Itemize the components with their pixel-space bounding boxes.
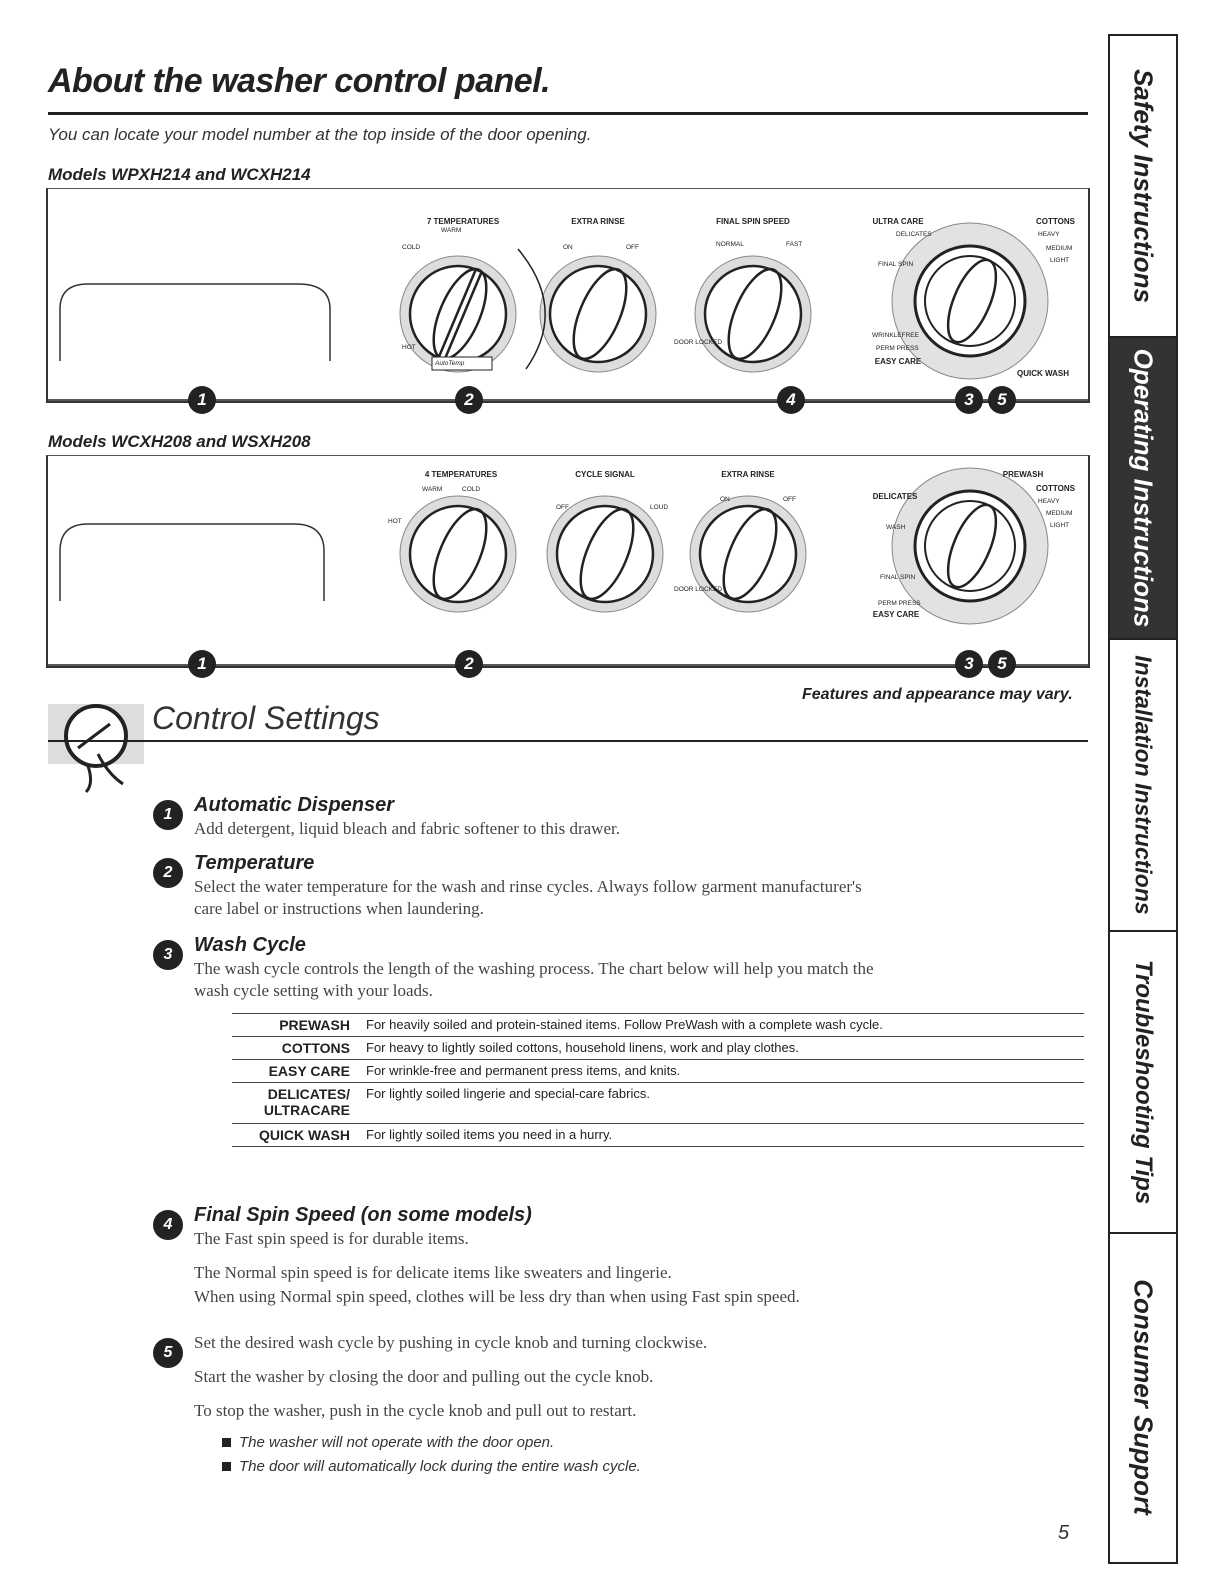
tab-label: Troubleshooting Tips — [1130, 959, 1157, 1205]
spin-extra-line-2: When using Normal spin speed, clothes will be less dry than when using Fast spin speed. — [194, 1287, 800, 1306]
bullet-square-icon — [222, 1438, 231, 1447]
tab-label: Installation Instructions — [1130, 655, 1157, 915]
bullet-text: The washer will not operate with the door open. — [239, 1434, 555, 1451]
label-normal: NORMAL — [716, 241, 744, 248]
callout-3-b: 3 — [955, 650, 983, 678]
label-easy-care: EASY CARE — [874, 357, 922, 366]
extra-rinse-knob-2 — [690, 496, 806, 612]
section-sidebar — [1108, 34, 1178, 1564]
control-panel-2 — [46, 455, 1090, 668]
cycle-term: QUICK WASH — [232, 1124, 358, 1147]
label-wash: WASH — [886, 524, 906, 531]
wash-cycle-table — [232, 1013, 1084, 1147]
callout-2-b: 2 — [455, 650, 483, 678]
tab-installation-instructions[interactable] — [1110, 640, 1176, 932]
callout-1: 1 — [188, 386, 216, 414]
cycle-desc: For heavy to lightly soiled cottons, household linens, work and play clothes. — [358, 1037, 1084, 1060]
hand-dial-icon — [48, 694, 144, 794]
table-row — [232, 1037, 1084, 1060]
cycle-term: COTTONS — [232, 1037, 358, 1060]
cycle-knob — [892, 223, 1048, 379]
section-5-line-1: Set the desired wash cycle by pushing in cycle knob and turning clockwise. — [194, 1333, 708, 1352]
section-3-text-line-2: wash cycle setting with your loads. — [194, 981, 433, 1000]
label-perm-press-2: PERM PRESS — [878, 600, 921, 607]
label-quick-wash: QUICK WASH — [1017, 369, 1069, 378]
label-light: LIGHT — [1050, 257, 1070, 264]
section-2-number: 2 — [153, 858, 183, 888]
table-row — [232, 1014, 1084, 1037]
section-2-title: Temperature — [194, 852, 315, 874]
temperature-knob — [400, 256, 516, 372]
label-final-spin: FINAL SPIN — [878, 261, 914, 268]
label-rinse-on-2: ON — [720, 496, 730, 503]
label-cottons-2: COTTONS — [1036, 484, 1075, 493]
label-door-locked: DOOR LOCKED — [674, 339, 723, 346]
page-title: About the washer control panel. — [48, 62, 551, 100]
section-2-text-line-1: Select the water temperature for the wash and rinse cycles. Always follow garment manufacturer's — [194, 877, 862, 896]
bullet-item — [222, 1434, 554, 1451]
title-rule — [48, 112, 1088, 115]
label-perm-press: PERM PRESS — [876, 345, 919, 352]
label-cold: COLD — [402, 244, 421, 251]
label-easy-care-2: EASY CARE — [872, 610, 920, 619]
tab-label: Safety Instructions — [1128, 68, 1159, 304]
label-warm: WARM — [441, 227, 462, 234]
table-row — [232, 1060, 1084, 1083]
spin-extra-line-1: The Normal spin speed is for delicate items like sweaters and lingerie. — [194, 1263, 672, 1282]
panel2-model-title: Models WCXH208 and WSXH208 — [48, 432, 311, 451]
table-row — [232, 1083, 1084, 1124]
section-1-text: Add detergent, liquid bleach and fabric softener to this drawer. — [194, 819, 620, 838]
features-note: Features and appearance may vary. — [802, 686, 1073, 703]
section-1-title: Automatic Dispenser — [194, 794, 395, 816]
temperature-knob-2 — [400, 496, 516, 612]
label-medium: MEDIUM — [1046, 245, 1073, 252]
label-warm-2: WARM — [422, 486, 443, 493]
bullet-square-icon — [222, 1462, 231, 1471]
page-number: 5 — [1058, 1522, 1070, 1544]
section-1-number: 1 — [153, 800, 183, 830]
callout-3: 3 — [955, 386, 983, 414]
label-delicates: DELICATES — [896, 231, 932, 238]
section-2-text-line-2: care label or instructions when laundering. — [194, 899, 484, 918]
tab-safety-instructions[interactable] — [1110, 36, 1176, 338]
dispenser-drawer-outline — [60, 284, 330, 361]
section-5-line-2: Start the washer by closing the door and pulling out the cycle knob. — [194, 1367, 654, 1386]
section-3-text-line-1: The wash cycle controls the length of the washing process. The chart below will help you match the — [194, 959, 874, 978]
section-4-number: 4 — [153, 1210, 183, 1240]
dispenser-drawer-outline-2 — [60, 524, 324, 601]
callout-4: 4 — [777, 386, 805, 414]
label-hot-2: HOT — [388, 518, 402, 525]
control-panel-1 — [46, 188, 1090, 403]
label-temperatures-2: 4 TEMPERATURES — [424, 470, 498, 479]
cycle-term: DELICATES/ ULTRACARE — [232, 1083, 358, 1124]
section-4-text: The Fast spin speed is for durable items. — [194, 1229, 469, 1248]
label-delicates-2: DELICATES — [872, 492, 918, 501]
label-temperatures: 7 TEMPERATURES — [426, 217, 500, 226]
label-fast: FAST — [786, 241, 803, 248]
label-signal-off: OFF — [556, 504, 569, 511]
label-prewash: PREWASH — [1002, 470, 1044, 479]
callout-1-b: 1 — [188, 650, 216, 678]
label-light-2: LIGHT — [1050, 522, 1070, 529]
label-ultra-care: ULTRA CARE — [872, 217, 924, 226]
callout-5-b: 5 — [988, 650, 1016, 678]
section-3-title: Wash Cycle — [194, 934, 306, 956]
callout-2: 2 — [455, 386, 483, 414]
label-medium-2: MEDIUM — [1046, 510, 1073, 517]
cycle-signal-knob — [547, 496, 663, 612]
cycle-desc: For lightly soiled items you need in a hurry. — [358, 1124, 1084, 1147]
label-signal-loud: LOUD — [650, 504, 669, 511]
panel1-model-title: Models WPXH214 and WCXH214 — [48, 165, 311, 184]
label-extra-rinse-2: EXTRA RINSE — [721, 470, 775, 479]
section-5-number: 5 — [153, 1338, 183, 1368]
section-4-title: Final Spin Speed (on some models) — [194, 1204, 532, 1226]
label-door-locked-2: DOOR LOCKED — [674, 586, 723, 593]
bullet-text: The door will automatically lock during the entire wash cycle. — [239, 1458, 641, 1475]
label-hot: HOT — [402, 344, 416, 351]
tab-operating-instructions[interactable] — [1110, 338, 1176, 640]
label-cottons: COTTONS — [1036, 217, 1075, 226]
cycle-desc: For lightly soiled lingerie and special-care fabrics. — [358, 1083, 1084, 1124]
final-spin-speed-knob — [695, 256, 811, 372]
label-rinse-off-2: OFF — [783, 496, 796, 503]
label-heavy-2: HEAVY — [1038, 498, 1060, 505]
intro-text: You can locate your model number at the top inside of the door opening. — [48, 125, 592, 144]
label-rinse-off: OFF — [626, 244, 639, 251]
callout-5: 5 — [988, 386, 1016, 414]
control-settings-rule — [48, 740, 1088, 742]
cycle-desc: For wrinkle-free and permanent press items, and knits. — [358, 1060, 1084, 1083]
extra-rinse-knob — [540, 256, 656, 372]
tab-label: Operating Instructions — [1128, 348, 1159, 628]
label-cold-2: COLD — [462, 486, 481, 493]
label-rinse-on: ON — [563, 244, 573, 251]
label-autotemp: AutoTemp — [435, 360, 465, 367]
label-wrinkle-free: WRINKLEFREE — [872, 332, 919, 339]
cycle-term: PREWASH — [232, 1014, 358, 1037]
label-extra-rinse: EXTRA RINSE — [571, 217, 625, 226]
table-row — [232, 1124, 1084, 1147]
label-heavy: HEAVY — [1038, 231, 1060, 238]
label-final-spin-2: FINAL SPIN — [880, 574, 916, 581]
section-5-line-3: To stop the washer, push in the cycle knob and pull out to restart. — [194, 1401, 637, 1420]
bullet-item — [222, 1458, 641, 1475]
tab-label: Consumer Support — [1128, 1279, 1159, 1515]
control-panel-2-drawing — [48, 456, 1088, 666]
cycle-desc: For heavily soiled and protein-stained items. Follow PreWash with a complete wash cycle. — [358, 1014, 1084, 1037]
cycle-term: EASY CARE — [232, 1060, 358, 1083]
control-settings-heading: Control Settings — [152, 700, 380, 736]
section-3-number: 3 — [153, 940, 183, 970]
tab-troubleshooting-tips[interactable] — [1110, 932, 1176, 1234]
label-final-spin-speed: FINAL SPIN SPEED — [716, 217, 790, 226]
label-cycle-signal: CYCLE SIGNAL — [575, 470, 635, 479]
tab-consumer-support[interactable] — [1110, 1234, 1176, 1560]
